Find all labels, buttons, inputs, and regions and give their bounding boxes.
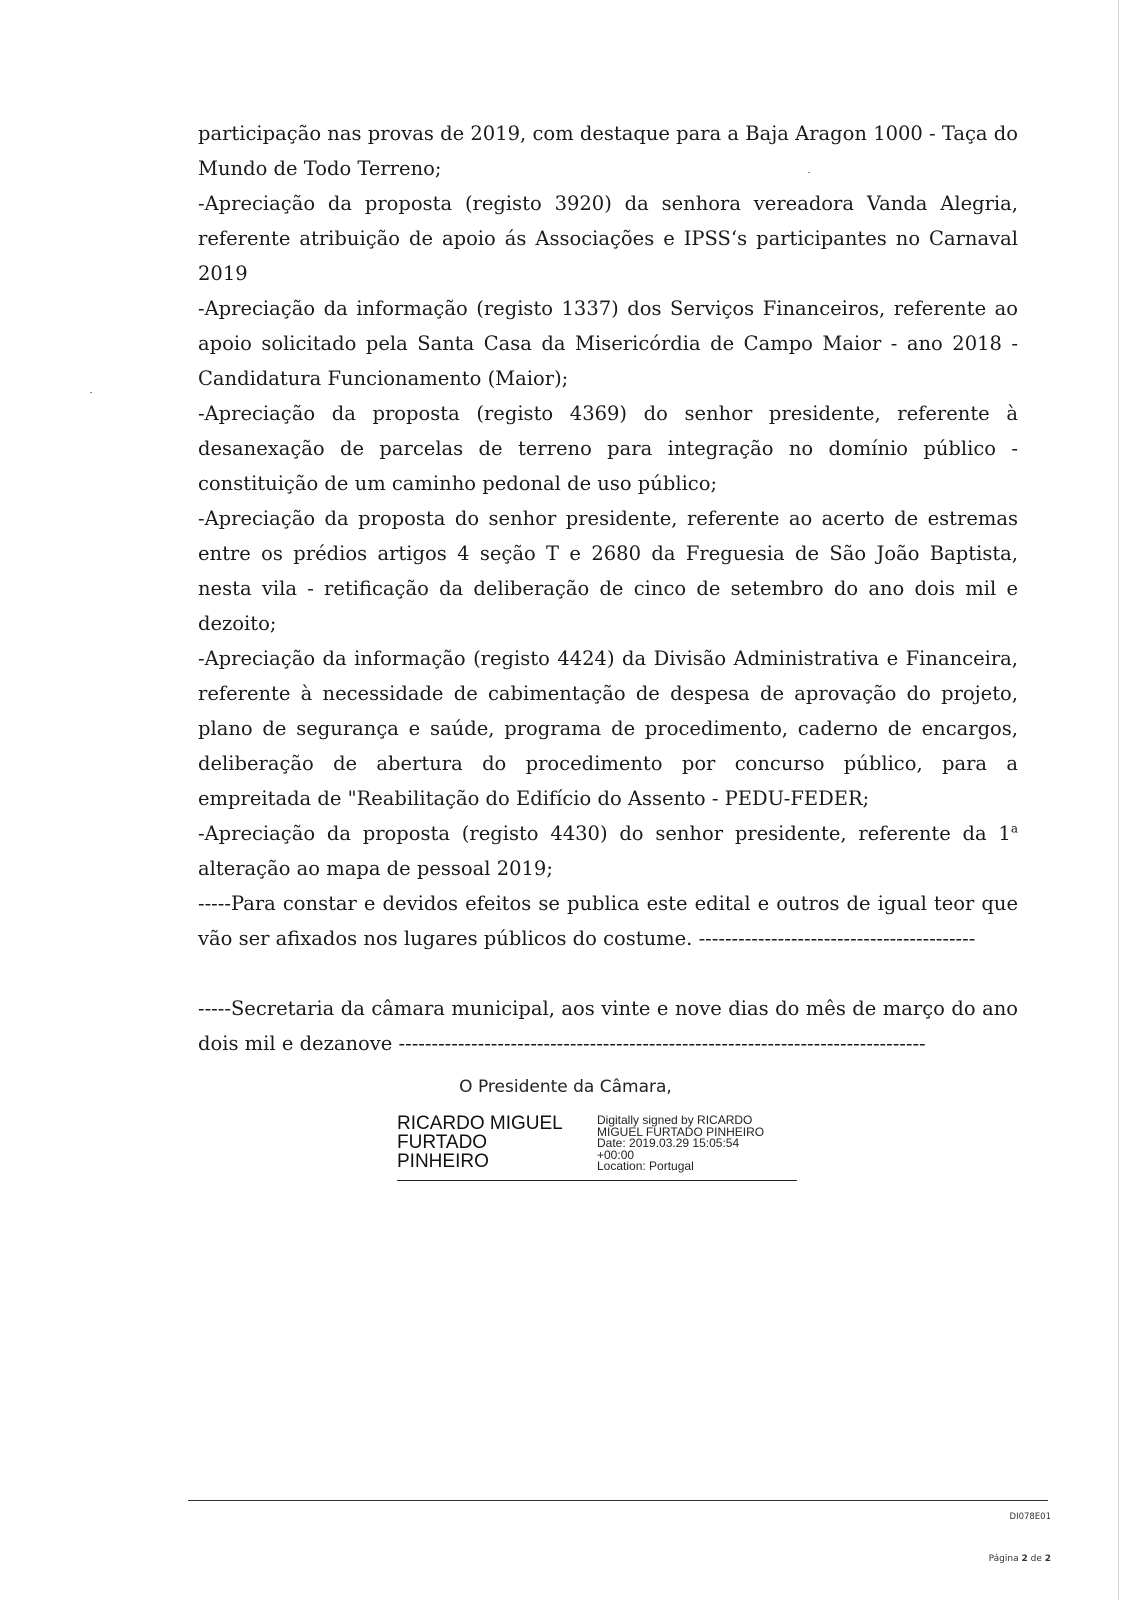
paragraph-registo-4430-tail: alteração ao mapa de pessoal 2019; (198, 857, 553, 880)
page-number (989, 1554, 1051, 1564)
signer-name-line: FURTADO (397, 1132, 488, 1153)
paragraph-estremas: -Apreciação da proposta do senhor presidente, referente ao acerto de estremas entre os prédios artigos 4 seção T e 2680 da Freguesia de São João Baptista, nesta vila - retificação da deliberação de cinco de setembro do ano dois mil e dezoito; (198, 507, 1018, 635)
paragraph-registo-1337: -Apreciação da informação (registo 1337) dos Serviços Financeiros, referente ao apoio solicitado pela Santa Casa da Misericórdia de Campo Maior - ano 2018 - Candidatura Funcionamento (Maior); (198, 297, 1018, 390)
footer-divider (188, 1500, 1048, 1501)
scan-edge (1118, 0, 1119, 1600)
paragraph-gap (198, 956, 1018, 991)
ordinal-superscript: a (1010, 821, 1018, 836)
signature-details (597, 1115, 764, 1173)
document-code: DI078E01 (1009, 1512, 1051, 1522)
signer-name-line: RICARDO MIGUEL (397, 1113, 563, 1134)
signature-timezone: +00:00 (597, 1147, 635, 1162)
signature-detail-line: Digitally signed by RICARDO (597, 1113, 753, 1127)
page-current: 2 (1021, 1554, 1028, 1564)
signature-date: Date: 2019.03.29 15:05:54 (597, 1136, 740, 1150)
paragraph-secretaria: -----Secretaria da câmara municipal, aos vinte e nove dias do mês de março do ano dois mil e dezanove -------------------------------------------------------------------------------- (198, 997, 1018, 1055)
signature-title: O Presidente da Câmara, (459, 1077, 672, 1097)
signature-detail-line: MIGUEL FURTADO PINHEIRO (597, 1124, 765, 1139)
paragraph-baja-aragon: participação nas provas de 2019, com destaque para a Baja Aragon 1000 - Taça do Mundo de Todo Terreno; (198, 122, 1018, 180)
paragraph-registo-3920: -Apreciação da proposta (registo 3920) da senhora vereadora Vanda Alegria, referente atribuição de apoio ás Associações e IPSS‘s participantes no Carnaval 2019 (198, 192, 1018, 285)
paragraph-registo-4430-main: -Apreciação da proposta (registo 4430) do senhor presidente, referente da 1 (198, 822, 1011, 845)
scan-speck (90, 392, 92, 393)
digital-signature (397, 1114, 797, 1181)
paragraph-registo-4424: -Apreciação da informação (registo 4424) da Divisão Administrativa e Financeira, referente à necessidade de cabimentação de despesa de aprovação do projeto, plano de segurança e saúde, programa de procedimento, caderno de encargos, deliberação de abertura do procedimento por concurso público, para a empreitada de "Reabilitação do Edifício do Assento - PEDU-FEDER; (198, 647, 1018, 810)
signer-name-line: PINHEIRO (397, 1151, 489, 1172)
page-total: 2 (1044, 1554, 1051, 1564)
paragraph-para-constar: -----Para constar e devidos efeitos se publica este edital e outros de igual teor que vão ser afixados nos lugares públicos do costume. ------------------------------------------ (198, 892, 1018, 950)
document-body (198, 116, 1018, 1061)
paragraph-registo-4430 (198, 816, 1018, 886)
page-of: de (1030, 1554, 1042, 1564)
signer-name (397, 1114, 563, 1171)
paragraph-registo-4369: -Apreciação da proposta (registo 4369) do senhor presidente, referente à desanexação de parcelas de terreno para integração no domínio público - constituição de um caminho pedonal de uso público; (198, 402, 1018, 495)
page-label: Página (988, 1554, 1019, 1564)
signature-location: Location: Portugal (597, 1159, 694, 1173)
